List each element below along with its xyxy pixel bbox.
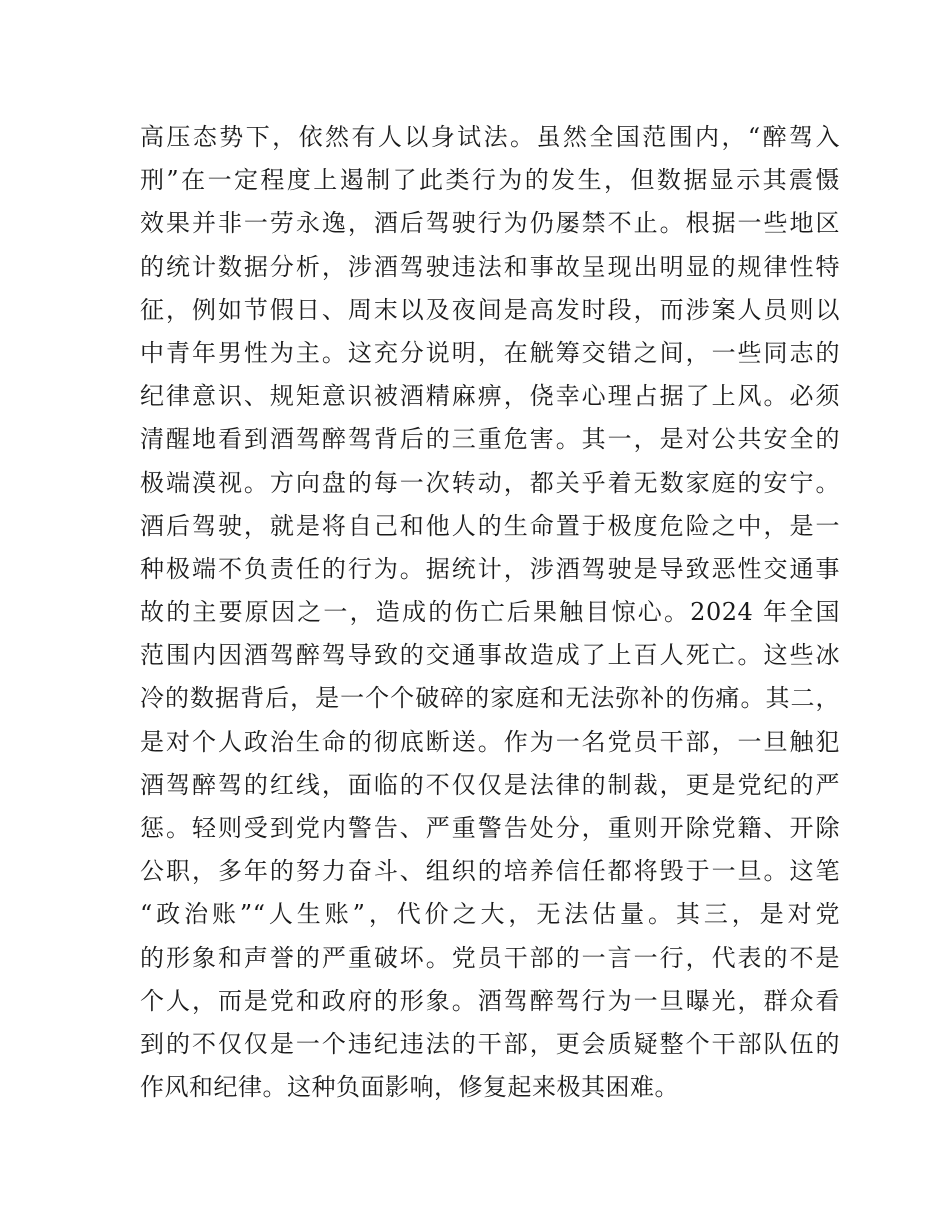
text-line: 公职，多年的努力奋斗、组织的培养信任都将毁于一旦。这笔 <box>140 857 840 886</box>
text-line: 是对个人政治生命的彻底断送。作为一名党员干部，一旦触犯 <box>140 727 840 756</box>
text-line: 冷的数据背后，是一个个破碎的家庭和无法弥补的伤痛。其二， <box>140 684 840 713</box>
text-line: 高压态势下，依然有人以身试法。虽然全国范围内，“醉驾入 <box>140 123 840 151</box>
text-line: 到的不仅仅是一个违纪违法的干部，更会质疑整个干部队伍的 <box>140 1029 840 1058</box>
text-line: 纪律意识、规矩意识被酒精麻痹，侥幸心理占据了上风。必须 <box>140 382 840 411</box>
text-line: 个人，而是党和政府的形象。酒驾醉驾行为一旦曝光，群众看 <box>140 986 840 1015</box>
text-line: 种极端不负责任的行为。据统计，涉酒驾驶是导致恶性交通事 <box>140 554 840 583</box>
text-line: 效果并非一劳永逸，酒后驾驶行为仍屡禁不止。根据一些地区 <box>140 209 840 238</box>
text-line: 征，例如节假日、周末以及夜间是高发时段，而涉案人员则以 <box>140 295 840 324</box>
text-line: 惩。轻则受到党内警告、严重警告处分，重则开除党籍、开除 <box>140 814 840 842</box>
text-line: 刑”在一定程度上遏制了此类行为的发生，但数据显示其震慑 <box>140 166 840 195</box>
text-line: 酒驾醉驾的红线，面临的不仅仅是法律的制裁，更是党纪的严 <box>140 770 840 799</box>
text-line: 酒后驾驶，就是将自己和他人的生命置于极度危险之中，是一 <box>140 511 840 540</box>
text-line: “政治账”“人生账”，代价之大，无法估量。其三，是对党 <box>140 900 840 929</box>
text-line: 的形象和声誉的严重破坏。党员干部的一言一行，代表的不是 <box>140 943 840 972</box>
text-line: 的统计数据分析，涉酒驾驶违法和事故呈现出明显的规律性特 <box>140 252 840 281</box>
text-line: 作风和纪律。这种负面影响，修复起来极其困难。 <box>140 1073 679 1102</box>
text-line: 故的主要原因之一，造成的伤亡后果触目惊心。2024 年全国 <box>140 598 840 627</box>
text-line: 中青年男性为主。这充分说明，在觥筹交错之间，一些同志的 <box>140 338 840 367</box>
body-text <box>140 116 840 1109</box>
text-line: 范围内因酒驾醉驾导致的交通事故造成了上百人死亡。这些冰 <box>140 641 840 670</box>
text-line: 极端漠视。方向盘的每一次转动，都关乎着无数家庭的安宁。 <box>140 468 840 497</box>
text-line: 清醒地看到酒驾醉驾背后的三重危害。其一，是对公共安全的 <box>140 425 840 454</box>
